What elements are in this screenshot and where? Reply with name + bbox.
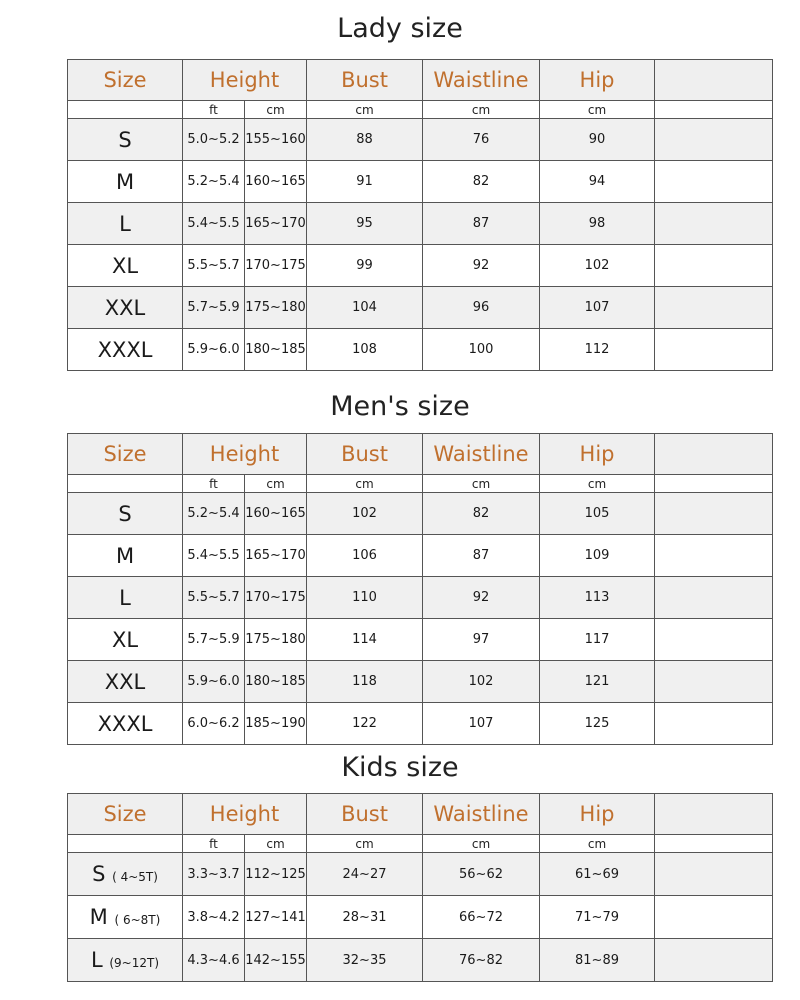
bust-cell: 118 (307, 661, 423, 703)
hip-cell: 61~69 (540, 853, 655, 896)
table-row (68, 619, 773, 661)
blank-cell (655, 493, 773, 535)
waist-cell: 102 (423, 661, 540, 703)
waist-cell: 96 (423, 287, 540, 329)
header-bust: Bust (307, 434, 423, 475)
waist-cell: 76~82 (423, 939, 540, 982)
size-cell: M (68, 161, 183, 203)
unit-cm: cm (245, 101, 307, 119)
hip-cell: 90 (540, 119, 655, 161)
blank-cell (655, 661, 773, 703)
header-waistline: Waistline (423, 794, 540, 835)
hip-cell: 107 (540, 287, 655, 329)
table-row (68, 203, 773, 245)
bust-cell: 106 (307, 535, 423, 577)
table-row (68, 329, 773, 371)
hip-cell: 112 (540, 329, 655, 371)
blank-cell (655, 119, 773, 161)
size-cell: XXL (68, 661, 183, 703)
header-waistline: Waistline (423, 434, 540, 475)
waist-cell: 100 (423, 329, 540, 371)
waist-cell: 66~72 (423, 896, 540, 939)
kids-size-title: Kids size (341, 752, 459, 783)
size-label: L (90, 948, 103, 972)
hip-cell: 109 (540, 535, 655, 577)
waist-cell: 92 (423, 245, 540, 287)
unit-blank (655, 101, 773, 119)
bust-cell: 102 (307, 493, 423, 535)
unit-ft: ft (183, 101, 245, 119)
height-ft-cell: 6.0~6.2 (183, 703, 245, 745)
unit-cm: cm (245, 835, 307, 853)
size-cell: S (68, 493, 183, 535)
unit-cm: cm (307, 475, 423, 493)
blank-cell (655, 287, 773, 329)
header-bust: Bust (307, 60, 423, 101)
size-cell (68, 896, 183, 939)
size-cell: XL (68, 619, 183, 661)
waist-cell: 82 (423, 161, 540, 203)
bust-cell: 122 (307, 703, 423, 745)
table-row (68, 119, 773, 161)
height-cm-cell: 185~190 (245, 703, 307, 745)
header-size: Size (68, 794, 183, 835)
size-label: S (92, 862, 106, 886)
height-ft-cell: 3.8~4.2 (183, 896, 245, 939)
men-size-table (67, 433, 773, 745)
unit-ft: ft (183, 475, 245, 493)
hip-cell: 113 (540, 577, 655, 619)
height-ft-cell: 5.2~5.4 (183, 161, 245, 203)
header-size: Size (68, 60, 183, 101)
unit-blank (68, 101, 183, 119)
height-cm-cell: 165~170 (245, 535, 307, 577)
table-row (68, 161, 773, 203)
height-ft-cell: 5.5~5.7 (183, 577, 245, 619)
blank-cell (655, 161, 773, 203)
unit-blank (655, 835, 773, 853)
table-header-row (68, 434, 773, 475)
height-ft-cell: 5.7~5.9 (183, 287, 245, 329)
bust-cell: 28~31 (307, 896, 423, 939)
height-cm-cell: 127~141 (245, 896, 307, 939)
bust-cell: 110 (307, 577, 423, 619)
unit-cm: cm (307, 835, 423, 853)
size-label: M (89, 905, 108, 929)
hip-cell: 105 (540, 493, 655, 535)
header-waistline: Waistline (423, 60, 540, 101)
unit-cm: cm (423, 835, 540, 853)
age-range: ( 6~8T) (114, 913, 161, 927)
height-ft-cell: 5.5~5.7 (183, 245, 245, 287)
hip-cell: 102 (540, 245, 655, 287)
height-ft-cell: 5.9~6.0 (183, 329, 245, 371)
blank-cell (655, 329, 773, 371)
height-ft-cell: 4.3~4.6 (183, 939, 245, 982)
height-ft-cell: 5.4~5.5 (183, 203, 245, 245)
height-cm-cell: 112~125 (245, 853, 307, 896)
table-row (68, 661, 773, 703)
size-cell: XXXL (68, 703, 183, 745)
header-blank (655, 794, 773, 835)
table-row (68, 939, 773, 982)
bust-cell: 114 (307, 619, 423, 661)
unit-blank (68, 475, 183, 493)
men-size-title: Men's size (330, 391, 470, 422)
bust-cell: 88 (307, 119, 423, 161)
height-cm-cell: 180~185 (245, 661, 307, 703)
waist-cell: 87 (423, 203, 540, 245)
table-row (68, 577, 773, 619)
blank-cell (655, 577, 773, 619)
blank-cell (655, 245, 773, 287)
hip-cell: 121 (540, 661, 655, 703)
height-ft-cell: 3.3~3.7 (183, 853, 245, 896)
unit-ft: ft (183, 835, 245, 853)
size-cell: XXL (68, 287, 183, 329)
waist-cell: 82 (423, 493, 540, 535)
bust-cell: 95 (307, 203, 423, 245)
height-cm-cell: 160~165 (245, 493, 307, 535)
height-cm-cell: 170~175 (245, 577, 307, 619)
unit-cm: cm (540, 475, 655, 493)
header-blank (655, 434, 773, 475)
blank-cell (655, 896, 773, 939)
height-cm-cell: 180~185 (245, 329, 307, 371)
waist-cell: 76 (423, 119, 540, 161)
unit-cm: cm (540, 835, 655, 853)
size-cell: M (68, 535, 183, 577)
size-cell: XL (68, 245, 183, 287)
lady-size-table (67, 59, 773, 371)
size-cell (68, 939, 183, 982)
hip-cell: 94 (540, 161, 655, 203)
blank-cell (655, 619, 773, 661)
unit-cm: cm (245, 475, 307, 493)
size-cell: XXXL (68, 329, 183, 371)
size-cell: L (68, 203, 183, 245)
hip-cell: 81~89 (540, 939, 655, 982)
table-header-row (68, 794, 773, 835)
height-cm-cell: 175~180 (245, 287, 307, 329)
bust-cell: 104 (307, 287, 423, 329)
kids-size-table (67, 793, 773, 982)
header-hip: Hip (540, 60, 655, 101)
waist-cell: 56~62 (423, 853, 540, 896)
table-row (68, 896, 773, 939)
size-cell: S (68, 119, 183, 161)
blank-cell (655, 939, 773, 982)
hip-cell: 71~79 (540, 896, 655, 939)
unit-blank (68, 835, 183, 853)
unit-cm: cm (540, 101, 655, 119)
height-cm-cell: 160~165 (245, 161, 307, 203)
hip-cell: 98 (540, 203, 655, 245)
waist-cell: 92 (423, 577, 540, 619)
unit-blank (655, 475, 773, 493)
header-height: Height (183, 434, 307, 475)
unit-cm: cm (307, 101, 423, 119)
height-cm-cell: 165~170 (245, 203, 307, 245)
height-ft-cell: 5.7~5.9 (183, 619, 245, 661)
table-row (68, 287, 773, 329)
header-hip: Hip (540, 434, 655, 475)
hip-cell: 125 (540, 703, 655, 745)
header-blank (655, 60, 773, 101)
table-row (68, 493, 773, 535)
header-bust: Bust (307, 794, 423, 835)
height-cm-cell: 155~160 (245, 119, 307, 161)
blank-cell (655, 535, 773, 577)
age-range: (9~12T) (109, 956, 160, 970)
bust-cell: 91 (307, 161, 423, 203)
height-ft-cell: 5.4~5.5 (183, 535, 245, 577)
height-cm-cell: 170~175 (245, 245, 307, 287)
height-cm-cell: 175~180 (245, 619, 307, 661)
bust-cell: 99 (307, 245, 423, 287)
header-height: Height (183, 794, 307, 835)
bust-cell: 24~27 (307, 853, 423, 896)
waist-cell: 97 (423, 619, 540, 661)
waist-cell: 107 (423, 703, 540, 745)
table-row (68, 703, 773, 745)
height-cm-cell: 142~155 (245, 939, 307, 982)
size-cell (68, 853, 183, 896)
units-row (68, 835, 773, 853)
blank-cell (655, 703, 773, 745)
age-range: ( 4~5T) (112, 870, 158, 884)
units-row (68, 101, 773, 119)
header-size: Size (68, 434, 183, 475)
table-row (68, 853, 773, 896)
lady-size-title: Lady size (337, 13, 463, 44)
table-row (68, 245, 773, 287)
units-row (68, 475, 773, 493)
bust-cell: 32~35 (307, 939, 423, 982)
height-ft-cell: 5.2~5.4 (183, 493, 245, 535)
table-row (68, 535, 773, 577)
size-cell: L (68, 577, 183, 619)
header-height: Height (183, 60, 307, 101)
height-ft-cell: 5.9~6.0 (183, 661, 245, 703)
header-hip: Hip (540, 794, 655, 835)
height-ft-cell: 5.0~5.2 (183, 119, 245, 161)
blank-cell (655, 853, 773, 896)
bust-cell: 108 (307, 329, 423, 371)
waist-cell: 87 (423, 535, 540, 577)
hip-cell: 117 (540, 619, 655, 661)
unit-cm: cm (423, 101, 540, 119)
blank-cell (655, 203, 773, 245)
unit-cm: cm (423, 475, 540, 493)
table-header-row (68, 60, 773, 101)
